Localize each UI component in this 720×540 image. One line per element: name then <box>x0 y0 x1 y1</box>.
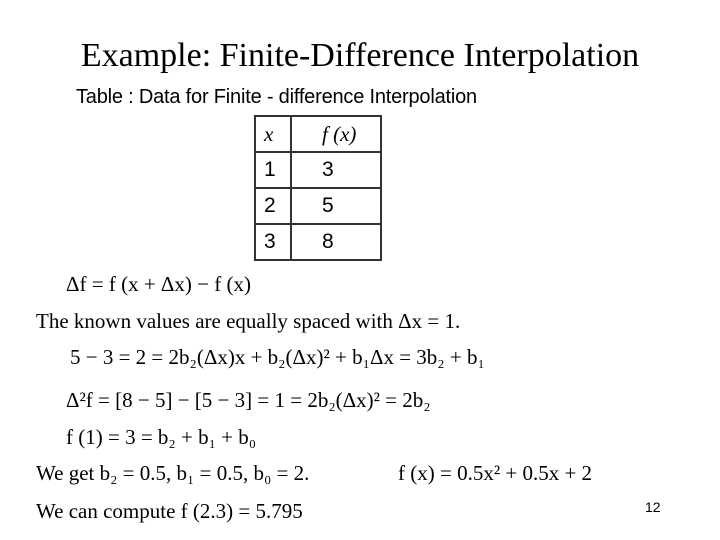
slide-title: Example: Finite-Difference Interpolation <box>80 37 640 74</box>
table-row <box>255 152 381 188</box>
equation-first-difference: 5 − 3 = 2 = 2b₂(Δx)x + b₂(Δx)² + b₁Δx = 3b₂ + b₁ <box>70 345 485 369</box>
table-header-row <box>255 116 381 152</box>
spacing-note: The known values are equally spaced with Δx = 1. <box>36 309 461 333</box>
table-cell-fx: 3 <box>291 152 381 188</box>
compute-line: We can compute f (2.3) = 5.795 <box>36 499 303 523</box>
result-coefficients: We get b₂ = 0.5, b₁ = 0.5, b₀ = 2. <box>36 461 310 485</box>
delta-f-definition: Δf = f (x + Δx) − f (x) <box>66 272 251 296</box>
table-caption: Table : Data for Finite - difference Interpolation <box>76 86 477 108</box>
page-number: 12 <box>645 499 661 515</box>
table-row <box>255 224 381 260</box>
table-cell-fx: 8 <box>291 224 381 260</box>
column-header-fx: f (x) <box>291 116 381 152</box>
table-cell-x: 3 <box>255 224 291 260</box>
table-cell-fx: 5 <box>291 188 381 224</box>
table-cell-x: 1 <box>255 152 291 188</box>
table-row <box>255 188 381 224</box>
equation-second-difference: Δ²f = [8 − 5] − [5 − 3] = 1 = 2b₂(Δx)² = 2b₂ <box>66 388 431 412</box>
data-table <box>254 115 382 261</box>
result-function: f (x) = 0.5x² + 0.5x + 2 <box>398 461 593 485</box>
table-cell-x: 2 <box>255 188 291 224</box>
column-header-x: x <box>255 116 291 152</box>
equation-f-at-1: f (1) = 3 = b₂ + b₁ + b₀ <box>66 425 257 449</box>
